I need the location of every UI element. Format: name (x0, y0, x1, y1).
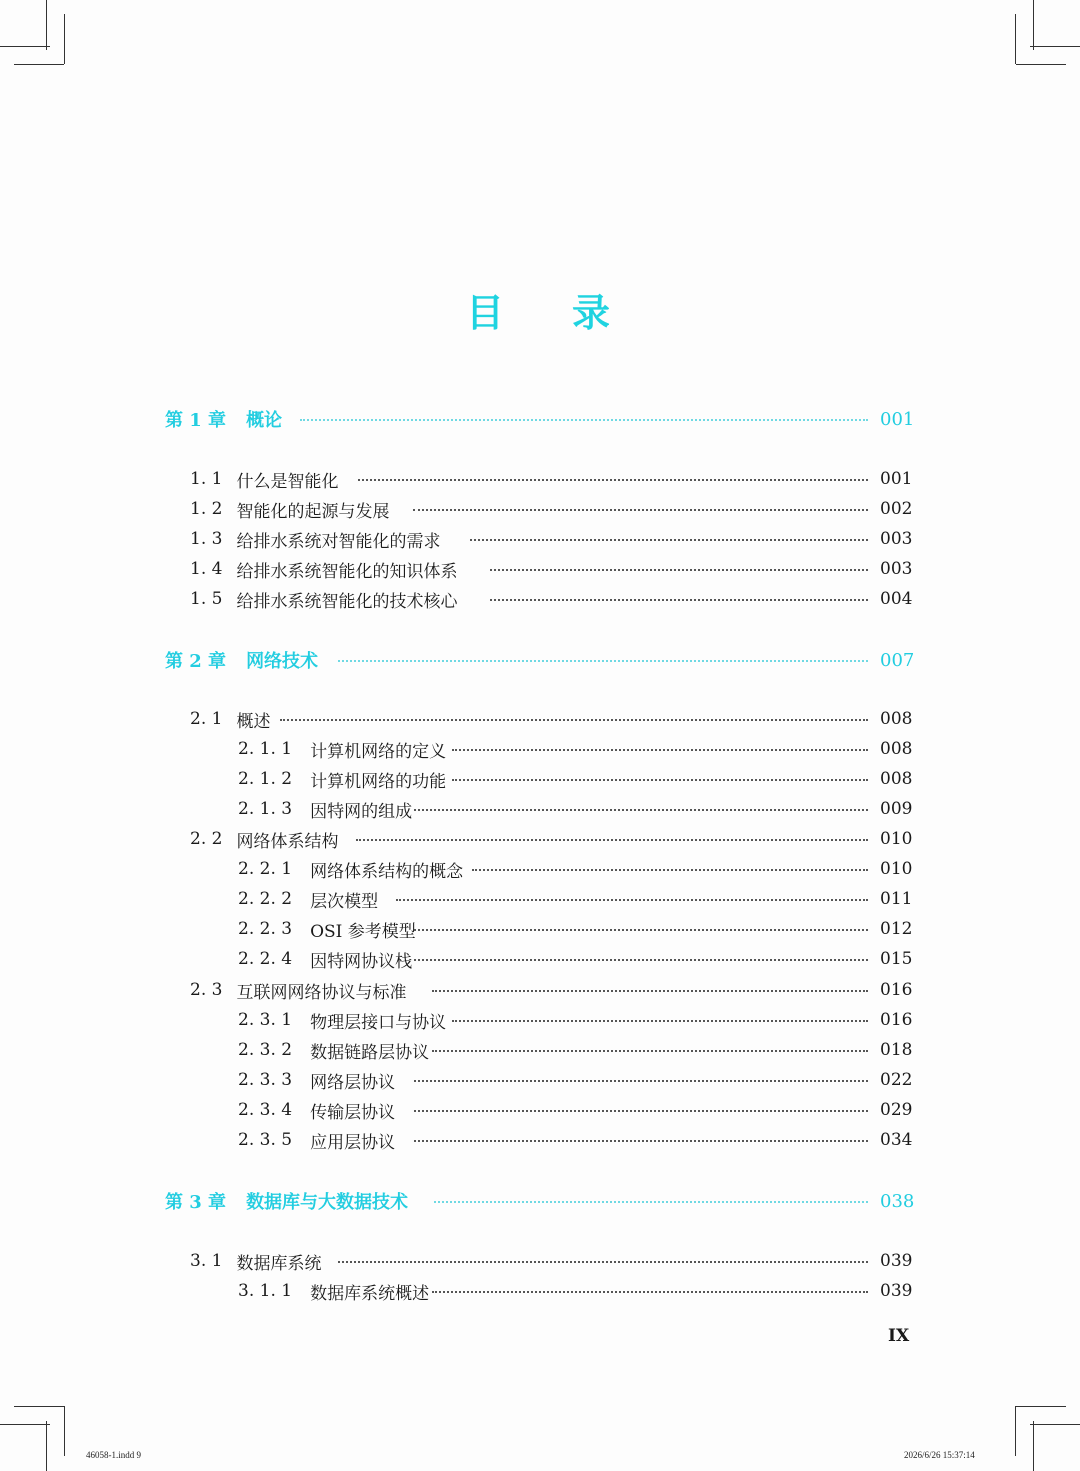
dot-leader (432, 990, 868, 992)
dot-leader (472, 869, 868, 871)
section-title: 智能化的起源与发展 (236, 501, 390, 522)
section-title: 概述 (236, 711, 271, 732)
dot-leader (432, 1291, 868, 1293)
subsection-title: 层次模型 (310, 891, 379, 912)
dot-leader (300, 419, 868, 421)
section-number: 1. 3 (190, 529, 223, 549)
section-title: 给排水系统对智能化的需求 (236, 531, 441, 552)
page-ref: 029 (880, 1100, 913, 1120)
page-ref: 016 (880, 1010, 913, 1030)
dot-leader (414, 959, 868, 961)
page-ref: 039 (880, 1251, 913, 1271)
subsection-number: 2. 1. 2 (238, 769, 293, 789)
page-ref: 003 (880, 529, 913, 549)
section-title: 网络体系结构 (236, 831, 339, 852)
dot-leader (338, 660, 868, 662)
toc-subsection[interactable] (0, 1095, 1080, 1125)
dot-leader (396, 899, 868, 901)
toc-subsection[interactable] (0, 1125, 1080, 1155)
subsection-title: 数据链路层协议 (310, 1042, 430, 1063)
toc-section[interactable] (0, 524, 1080, 554)
subsection-number: 2. 2. 4 (238, 949, 293, 969)
title-char-2: 录 (572, 290, 611, 335)
page-ref: 009 (880, 799, 913, 819)
toc-section[interactable] (0, 704, 1080, 734)
section-number: 2. 3 (190, 980, 223, 1000)
toc-subsection[interactable] (0, 734, 1080, 764)
subsection-title: 传输层协议 (310, 1102, 396, 1123)
page-ref: 001 (880, 469, 913, 489)
dot-leader (452, 1020, 868, 1022)
toc-section[interactable] (0, 494, 1080, 524)
section-number: 2. 2 (190, 829, 223, 849)
dot-leader (414, 1140, 868, 1142)
dot-leader (490, 599, 868, 601)
subsection-number: 3. 1. 1 (238, 1281, 293, 1301)
dot-leader (414, 929, 868, 931)
section-title: 互联网网络协议与标准 (236, 982, 407, 1003)
dot-leader (280, 719, 868, 721)
toc-subsection[interactable] (0, 884, 1080, 914)
toc-subsection[interactable] (0, 1035, 1080, 1065)
toc-section[interactable] (0, 464, 1080, 494)
page-ref: 008 (880, 769, 913, 789)
page-number: IX (888, 1326, 910, 1346)
page-ref: 015 (880, 949, 913, 969)
subsection-number: 2. 3. 1 (238, 1010, 293, 1030)
toc-chapter-3[interactable] (0, 1186, 1080, 1216)
page-ref: 022 (880, 1070, 913, 1090)
page-ref: 016 (880, 980, 913, 1000)
chapter-title: 网络技术 (246, 651, 319, 672)
page-ref: 012 (880, 919, 913, 939)
dot-leader (432, 1050, 868, 1052)
subsection-title: 网络层协议 (310, 1072, 396, 1093)
section-title: 数据库系统 (236, 1253, 322, 1274)
toc-subsection[interactable] (0, 1276, 1080, 1306)
section-title: 给排水系统智能化的技术核心 (236, 591, 458, 612)
dot-leader (490, 569, 868, 571)
toc-section[interactable] (0, 1246, 1080, 1276)
toc-section[interactable] (0, 824, 1080, 854)
chapter-title: 数据库与大数据技术 (246, 1192, 409, 1213)
page-ref: 011 (880, 889, 913, 909)
dot-leader (414, 1080, 868, 1082)
page-ref: 008 (880, 709, 913, 729)
page-ref: 034 (880, 1130, 913, 1150)
subsection-title: 因特网协议栈 (310, 951, 413, 972)
dot-leader (470, 539, 868, 541)
dot-leader (356, 839, 868, 841)
toc-chapter-1[interactable] (0, 404, 1080, 434)
subsection-title: 数据库系统概述 (310, 1283, 430, 1304)
dot-leader (358, 479, 868, 481)
section-title: 给排水系统智能化的知识体系 (236, 561, 458, 582)
title-char-1: 目 (466, 290, 505, 335)
toc-subsection[interactable] (0, 914, 1080, 944)
subsection-number: 2. 2. 2 (238, 889, 293, 909)
subsection-title: 计算机网络的功能 (310, 771, 447, 792)
section-title: 什么是智能化 (236, 471, 339, 492)
subsection-title: 网络体系结构的概念 (310, 861, 464, 882)
subsection-number: 2. 3. 2 (238, 1040, 293, 1060)
footer-timestamp: 2026/6/26 15:37:14 (904, 1450, 975, 1460)
subsection-number: 2. 3. 4 (238, 1100, 293, 1120)
dot-leader (414, 809, 868, 811)
page-ref: 039 (880, 1281, 913, 1301)
page-ref: 004 (880, 589, 913, 609)
page-ref: 010 (880, 859, 913, 879)
dot-leader (452, 779, 868, 781)
dot-leader (338, 1261, 868, 1263)
subsection-number: 2. 3. 3 (238, 1070, 293, 1090)
toc-subsection[interactable] (0, 944, 1080, 974)
subsection-title: 计算机网络的定义 (310, 741, 447, 762)
section-number: 1. 4 (190, 559, 223, 579)
page-ref: 007 (880, 649, 915, 671)
section-number: 1. 1 (190, 469, 223, 489)
page-ref: 003 (880, 559, 913, 579)
section-number: 2. 1 (190, 709, 223, 729)
chapter-title: 概论 (246, 410, 283, 431)
subsection-title: 因特网的组成 (310, 801, 413, 822)
footer-filename: 46058-1.indd 9 (86, 1450, 141, 1460)
dot-leader (452, 749, 868, 751)
section-number: 1. 5 (190, 589, 223, 609)
section-number: 1. 2 (190, 499, 223, 519)
subsection-title: 物理层接口与协议 (310, 1012, 447, 1033)
chapter-number: 第 1 章 (165, 410, 227, 431)
page-ref: 002 (880, 499, 913, 519)
toc-section[interactable] (0, 975, 1080, 1005)
subsection-title: OSI 参考模型 (310, 921, 416, 942)
toc-subsection[interactable] (0, 764, 1080, 794)
subsection-title: 应用层协议 (310, 1132, 396, 1153)
toc-section[interactable] (0, 584, 1080, 614)
page-ref: 008 (880, 739, 913, 759)
toc-subsection[interactable] (0, 854, 1080, 884)
dot-leader (413, 509, 868, 511)
toc-subsection[interactable] (0, 1005, 1080, 1035)
subsection-number: 2. 3. 5 (238, 1130, 293, 1150)
section-number: 3. 1 (190, 1251, 223, 1271)
page-ref: 010 (880, 829, 913, 849)
toc-chapter-2[interactable] (0, 645, 1080, 675)
toc-subsection[interactable] (0, 1065, 1080, 1095)
toc-section[interactable] (0, 554, 1080, 584)
subsection-number: 2. 1. 1 (238, 739, 293, 759)
dot-leader (434, 1201, 868, 1203)
chapter-number: 第 2 章 (165, 651, 227, 672)
subsection-number: 2. 2. 3 (238, 919, 293, 939)
dot-leader (414, 1110, 868, 1112)
page-ref: 001 (880, 408, 915, 430)
page-ref: 038 (880, 1190, 915, 1212)
page-ref: 018 (880, 1040, 913, 1060)
subsection-number: 2. 1. 3 (238, 799, 293, 819)
chapter-number: 第 3 章 (165, 1192, 227, 1213)
subsection-number: 2. 2. 1 (238, 859, 293, 879)
toc-subsection[interactable] (0, 794, 1080, 824)
